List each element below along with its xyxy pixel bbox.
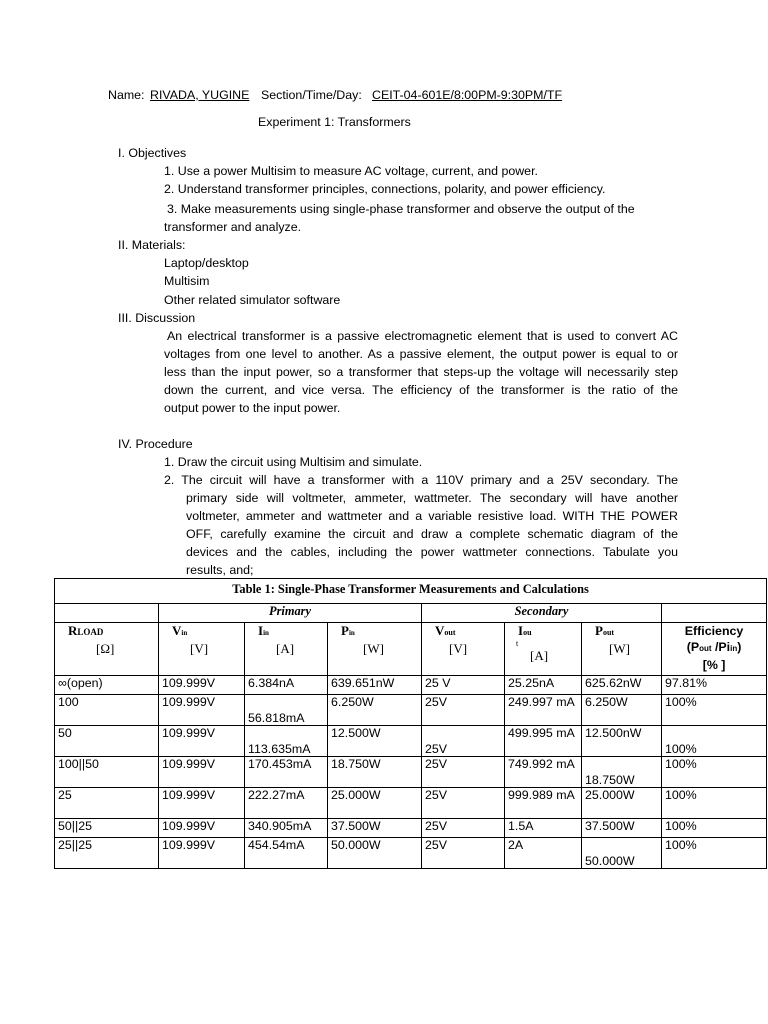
rload-cell: ∞(open) bbox=[55, 676, 159, 695]
iin-cell: 340.905mA bbox=[245, 819, 328, 838]
procedure-line: results, and; bbox=[186, 563, 254, 577]
discussion-line: output power to the input power. bbox=[164, 401, 341, 415]
objectives-heading: I. Objectives bbox=[118, 146, 187, 160]
objective-item: transformer and analyze. bbox=[164, 220, 302, 234]
vout-cell: 25V bbox=[422, 838, 505, 869]
pout-cell: 625.62nW bbox=[582, 676, 662, 695]
page-title: Experiment 1: Transformers bbox=[258, 115, 411, 129]
iin-cell: 222.27mA bbox=[245, 788, 328, 819]
pout-cell: 6.250W bbox=[582, 695, 662, 726]
material-item: Other related simulator software bbox=[164, 293, 341, 307]
vout-cell: 25V bbox=[422, 695, 505, 726]
discussion-heading: III. Discussion bbox=[118, 311, 196, 325]
pin-cell: 50.000W bbox=[328, 838, 422, 869]
vin-cell: 109.999V bbox=[159, 695, 245, 726]
name-label: Name: bbox=[108, 88, 145, 102]
vin-cell: 109.999V bbox=[159, 726, 245, 757]
table-row bbox=[55, 695, 767, 726]
iout-cell: 999.989 mA bbox=[505, 788, 582, 819]
procedure-line: voltmeter, ammeter and wattmeter and a variable resistive load. WITH THE POWER bbox=[186, 509, 678, 523]
table-caption: Table 1: Single-Phase Transformer Measurements and Calculations bbox=[55, 579, 767, 604]
material-item: Laptop/desktop bbox=[164, 256, 249, 270]
eff-cell: 100% bbox=[662, 726, 767, 757]
rload-cell: 50 bbox=[55, 726, 159, 757]
procedure-step: 1. Draw the circuit using Multisim and simulate. bbox=[164, 455, 423, 469]
objective-item: 3. Make measurements using single-phase transformer and observe the output of the bbox=[167, 202, 635, 216]
vin-cell: 109.999V bbox=[159, 757, 245, 788]
iout-cell: 249.997 mA bbox=[505, 695, 582, 726]
rload-cell: 50||25 bbox=[55, 819, 159, 838]
table-group-row bbox=[55, 604, 767, 623]
iout-cell: 749.992 mA bbox=[505, 757, 582, 788]
discussion-line: down the current, and vice versa. The efficiency of the transformer is the ratio of the bbox=[164, 383, 678, 397]
measurements-table bbox=[54, 578, 767, 869]
discussion-line: voltages from one level to another. As a passive element, the output power is equal to or bbox=[164, 347, 678, 361]
rload-header: RLOAD [Ω] bbox=[55, 623, 159, 676]
pout-cell: 37.500W bbox=[582, 819, 662, 838]
pout-cell: 12.500nW bbox=[582, 726, 662, 757]
iin-cell: 170.453mA bbox=[245, 757, 328, 788]
pout-cell: 25.000W bbox=[582, 788, 662, 819]
table-row bbox=[55, 819, 767, 838]
procedure-heading: IV. Procedure bbox=[118, 437, 193, 451]
iout-cell: 1.5A bbox=[505, 819, 582, 838]
name-value: RIVADA, YUGINE bbox=[150, 88, 250, 102]
procedure-line: devices and the cables, including the power wattmeter connections. Tabulate you bbox=[186, 545, 678, 559]
pin-cell: 6.250W bbox=[328, 695, 422, 726]
iout-cell: 25.25nA bbox=[505, 676, 582, 695]
vout-header: Vout [V] bbox=[422, 623, 505, 676]
pin-cell: 12.500W bbox=[328, 726, 422, 757]
section-value: CEIT-04-601E/8:00PM-9:30PM/TF bbox=[372, 88, 563, 102]
eff-cell: 100% bbox=[662, 757, 767, 788]
pin-cell: 37.500W bbox=[328, 819, 422, 838]
pin-cell: 639.651nW bbox=[328, 676, 422, 695]
vout-cell: 25V bbox=[422, 757, 505, 788]
table-caption-row bbox=[55, 579, 767, 604]
pin-cell: 25.000W bbox=[328, 788, 422, 819]
vin-cell: 109.999V bbox=[159, 788, 245, 819]
pin-header: Pin [W] bbox=[328, 623, 422, 676]
materials-heading: II. Materials: bbox=[118, 238, 186, 252]
table-row bbox=[55, 838, 767, 869]
vin-cell: 109.999V bbox=[159, 676, 245, 695]
pin-cell: 18.750W bbox=[328, 757, 422, 788]
iout-header: Iou t [A] bbox=[505, 623, 582, 676]
discussion-line: An electrical transformer is a passive electromagnetic element that is used to convert AC bbox=[167, 329, 678, 343]
vout-cell: 25V bbox=[422, 788, 505, 819]
pout-cell: 18.750W bbox=[582, 757, 662, 788]
rload-cell: 25||25 bbox=[55, 838, 159, 869]
material-item: Multisim bbox=[164, 274, 210, 288]
vin-cell: 109.999V bbox=[159, 838, 245, 869]
vout-cell: 25V bbox=[422, 726, 505, 757]
table-header-row bbox=[55, 623, 767, 676]
eff-cell: 100% bbox=[662, 788, 767, 819]
iout-cell: 499.995 mA bbox=[505, 726, 582, 757]
iin-cell: 113.635mA bbox=[245, 726, 328, 757]
table-row bbox=[55, 726, 767, 757]
pout-header: Pout [W] bbox=[582, 623, 662, 676]
procedure-line: primary side will voltmeter, ammeter, wattmeter. The secondary will have another bbox=[186, 491, 678, 505]
vout-cell: 25V bbox=[422, 819, 505, 838]
iin-cell: 6.384nA bbox=[245, 676, 328, 695]
table-row bbox=[55, 757, 767, 788]
iin-cell: 454.54mA bbox=[245, 838, 328, 869]
procedure-step: 2. The circuit will have a transformer with a 110V primary and a 25V secondary. The bbox=[164, 473, 678, 487]
discussion-line: less than the input power, so a transformer that steps-up the voltage will necessarily step bbox=[164, 365, 678, 379]
procedure-line: OFF, carefully examine the circuit and draw a complete schematic diagram of the bbox=[186, 527, 678, 541]
efficiency-header: Efficiency (Pout /Piin) [% ] bbox=[662, 623, 767, 676]
section-label: Section/Time/Day: bbox=[261, 88, 362, 102]
eff-cell: 97.81% bbox=[662, 676, 767, 695]
table-row bbox=[55, 788, 767, 819]
eff-cell: 100% bbox=[662, 838, 767, 869]
primary-group-header: Primary bbox=[159, 604, 422, 623]
rload-cell: 100 bbox=[55, 695, 159, 726]
objective-item: 1. Use a power Multisim to measure AC voltage, current, and power. bbox=[164, 164, 538, 178]
secondary-group-header: Secondary bbox=[422, 604, 662, 623]
rload-cell: 25 bbox=[55, 788, 159, 819]
eff-cell: 100% bbox=[662, 819, 767, 838]
pout-cell: 50.000W bbox=[582, 838, 662, 869]
table-row bbox=[55, 676, 767, 695]
iin-header: Iin [A] bbox=[245, 623, 328, 676]
rload-cell: 100||50 bbox=[55, 757, 159, 788]
vin-cell: 109.999V bbox=[159, 819, 245, 838]
objective-item: 2. Understand transformer principles, connections, polarity, and power efficiency. bbox=[164, 182, 606, 196]
iin-cell: 56.818mA bbox=[245, 695, 328, 726]
iout-cell: 2A bbox=[505, 838, 582, 869]
vin-header: Vin [V] bbox=[159, 623, 245, 676]
vout-cell: 25 V bbox=[422, 676, 505, 695]
eff-cell: 100% bbox=[662, 695, 767, 726]
